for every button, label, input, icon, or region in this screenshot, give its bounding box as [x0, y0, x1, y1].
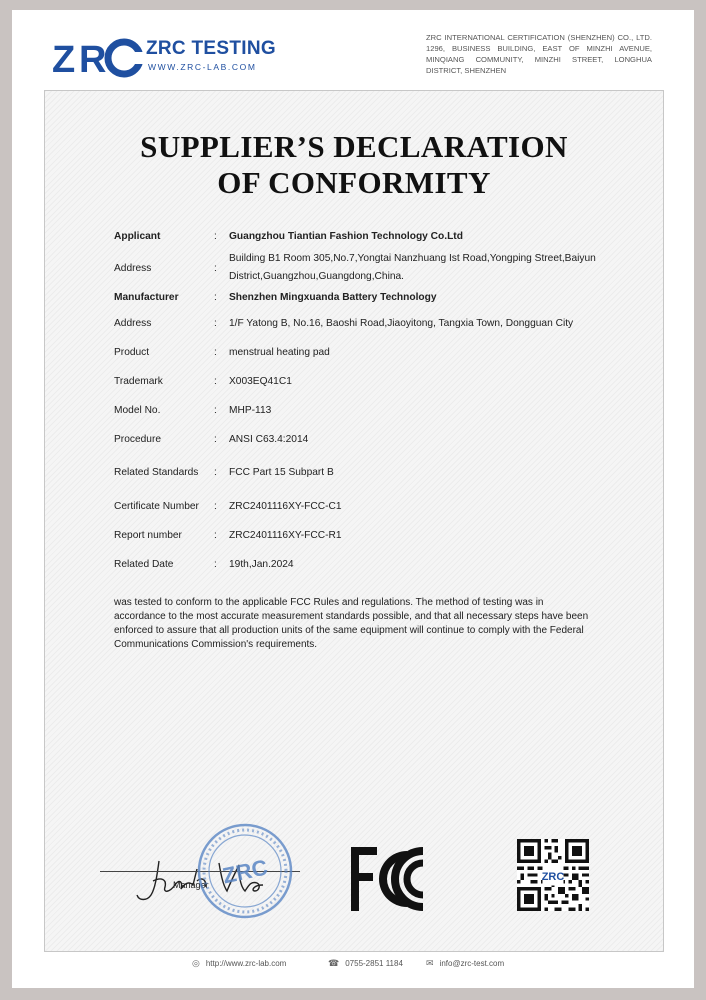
svg-text:R: R: [79, 39, 107, 80]
zrc-logo: [52, 34, 292, 84]
field-label: Procedure: [114, 434, 162, 445]
field-label: Trademark: [114, 376, 163, 387]
field-value: Building B1 Room 305,No.7,Yongtai Nanzhuang Ist Road,Yongping Street,Baiyun District,Guangzhou,Guangdong,China.: [229, 253, 596, 282]
email-text[interactable]: info@zrc-test.com: [439, 959, 505, 968]
phone-icon: ☎: [328, 958, 340, 968]
field-colon: :: [214, 318, 217, 329]
field-value: menstrual heating pad: [229, 347, 330, 358]
stamp-text: ZRC: [220, 854, 270, 889]
title-line-2: OF CONFORMITY: [217, 165, 491, 200]
field-colon: :: [214, 231, 217, 242]
certificate-sheet: [12, 10, 694, 988]
field-colon: :: [214, 263, 217, 274]
field-label: Product: [114, 347, 150, 358]
field-label: Address: [114, 318, 152, 329]
field-colon: :: [214, 501, 217, 512]
footer-phone: [328, 958, 403, 969]
field-colon: :: [214, 434, 217, 445]
footer-website: [192, 958, 286, 969]
fcc-logo: [347, 843, 437, 915]
field-colon: :: [214, 376, 217, 387]
field-value: ZRC2401116XY-FCC-C1: [229, 501, 342, 512]
field-value: Guangzhou Tiantian Fashion Technology Co.Ltd: [229, 231, 463, 242]
zrc-logo-mark: [52, 34, 144, 80]
qr-logo-text: ZRC: [541, 871, 565, 884]
field-label: Applicant: [114, 231, 161, 242]
field-value: ZRC2401116XY-FCC-R1: [229, 530, 342, 541]
field-value: ANSI C63.4:2014: [229, 434, 309, 445]
field-colon: :: [214, 467, 217, 478]
field-value: X003EQ41C1: [229, 376, 292, 387]
field-label: Certificate Number: [114, 501, 199, 512]
globe-icon: ◎: [192, 958, 200, 968]
field-colon: :: [214, 347, 217, 358]
field-label: Related Standards: [114, 467, 199, 478]
brand-name: ZRC TESTING: [146, 38, 276, 59]
manager-label: Manager: [173, 880, 209, 890]
qr-code: [517, 839, 589, 911]
field-value: MHP-113: [229, 405, 272, 416]
footer: [12, 958, 694, 972]
field-colon: :: [214, 559, 217, 570]
website-text[interactable]: http://www.zrc-lab.com: [205, 959, 287, 968]
field-label: Manufacturer: [114, 292, 179, 303]
field-colon: :: [214, 405, 217, 416]
title-line-1: SUPPLIER’S DECLARATION: [140, 129, 568, 164]
field-value: FCC Part 15 Subpart B: [229, 467, 334, 478]
phone-text: 0755-2851 1184: [345, 959, 403, 968]
brand-url: WWW.ZRC-LAB.COM: [148, 62, 257, 72]
company-info: ZRC INTERNATIONAL CERTIFICATION (SHENZHEN) CO., LTD. 1296, BUSINESS BUILDING, EAST OF MINZHI AVENUE, MINQIANG COMMUNITY, MINZHI STREET, LONGHUA DISTRICT, SHENZHEN: [426, 33, 652, 75]
field-value: Shenzhen Mingxuanda Battery Technology: [229, 292, 437, 303]
field-colon: :: [214, 530, 217, 541]
svg-text:Z: Z: [52, 39, 76, 80]
field-value: 19th,Jan.2024: [229, 559, 294, 570]
field-label: Related Date: [114, 559, 174, 570]
field-colon: :: [214, 292, 217, 303]
field-label: Address: [114, 263, 152, 274]
zrc-stamp: [195, 821, 295, 921]
declaration-frame: [44, 90, 664, 952]
field-value: 1/F Yatong B, No.16, Baoshi Road,Jiaoyitong, Tangxia Town, Dongguan City: [229, 318, 574, 329]
field-label: Model No.: [114, 405, 161, 416]
footer-email: [426, 958, 504, 969]
mail-icon: ✉: [426, 958, 434, 968]
field-label: Report number: [114, 530, 182, 541]
conformity-statement: was tested to conform to the applicable FCC Rules and regulations. The method of testing was in accordance to the most accurate measurement standards possible, and that all necessary steps have been enforced to assure that all production units of the same equipment will continue to comply with the Federal Communications Commission's requirements.: [114, 597, 589, 650]
